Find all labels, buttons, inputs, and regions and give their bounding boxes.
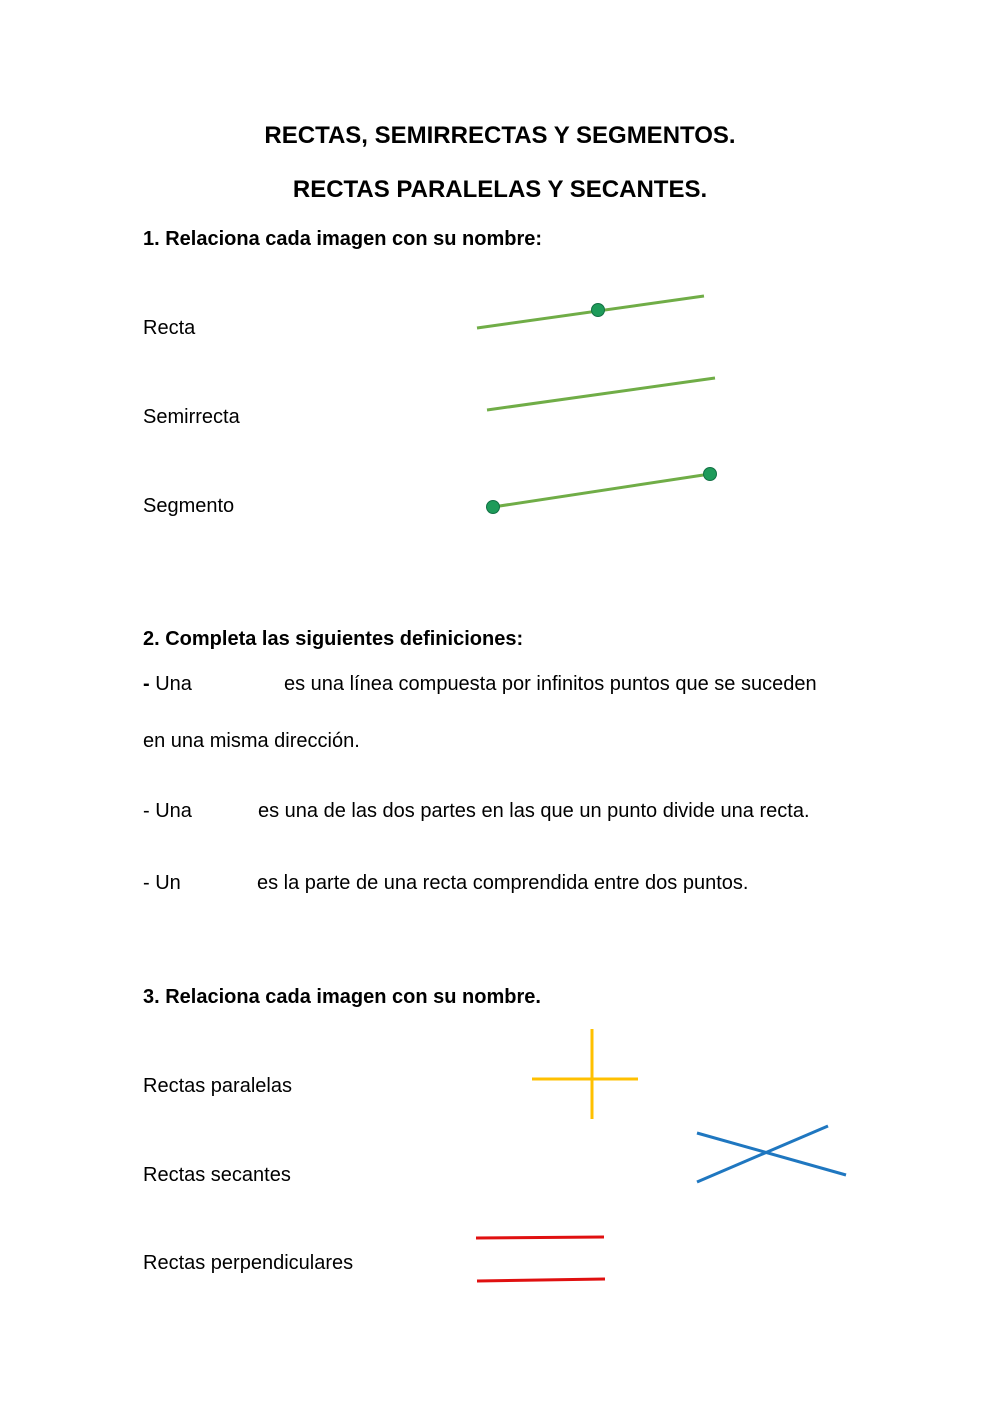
blue-line-1 <box>697 1133 846 1175</box>
figure-line-plain[interactable] <box>487 378 715 410</box>
definition-1-start <box>143 673 192 696</box>
definition-2-blank[interactable] <box>197 799 254 825</box>
label-segmento[interactable]: Segmento <box>143 495 235 517</box>
question-3-heading: 3. Relaciona cada imagen con su nombre. <box>143 986 541 1008</box>
definition-1-dash: - <box>143 673 150 695</box>
plain-line <box>487 378 715 410</box>
red-line-top <box>476 1237 604 1238</box>
segment-line <box>493 474 710 507</box>
label-semirrecta[interactable]: Semirrecta <box>143 406 240 428</box>
figure-line-with-point[interactable] <box>477 296 704 328</box>
title-line-1: RECTAS, SEMIRRECTAS Y SEGMENTOS. <box>264 122 736 149</box>
question-2-heading: 2. Completa las siguientes definiciones: <box>143 628 524 650</box>
figure-perpendicular-lines[interactable] <box>532 1029 638 1119</box>
blue-line-2 <box>697 1126 828 1182</box>
definition-1-text: es una línea compuesta por infinitos puntos que se suceden <box>284 673 817 695</box>
segment-endpoint-end <box>704 468 717 481</box>
label-rectas-secantes[interactable]: Rectas secantes <box>143 1164 291 1186</box>
question-1-heading: 1. Relaciona cada imagen con su nombre: <box>143 228 543 250</box>
definition-1-blank[interactable] <box>200 672 280 698</box>
definition-3-text: es la parte de una recta comprendida entre dos puntos. <box>257 872 749 894</box>
label-recta[interactable]: Recta <box>143 317 196 339</box>
line-point <box>592 304 605 317</box>
red-line-bottom <box>477 1279 605 1281</box>
definition-3-blank[interactable] <box>186 871 253 897</box>
figure-segment[interactable] <box>487 468 717 514</box>
figure-secant-lines[interactable] <box>697 1126 846 1182</box>
definition-2-prefix: - Una <box>143 800 192 822</box>
label-rectas-perpendiculares[interactable]: Rectas perpendiculares <box>143 1252 354 1274</box>
definition-2-text: es una de las dos partes en las que un punto divide una recta. <box>258 800 810 822</box>
title-line-2: RECTAS PARALELAS Y SECANTES. <box>292 176 708 203</box>
figure-parallel-lines[interactable] <box>476 1237 605 1281</box>
segment-endpoint-start <box>487 501 500 514</box>
line-through-point <box>477 296 704 328</box>
definition-1-word: Una <box>155 673 192 695</box>
label-rectas-paralelas[interactable]: Rectas paralelas <box>143 1075 292 1097</box>
definition-3-prefix: - Un <box>143 872 181 894</box>
definition-1-continuation: en una misma dirección. <box>143 730 360 752</box>
